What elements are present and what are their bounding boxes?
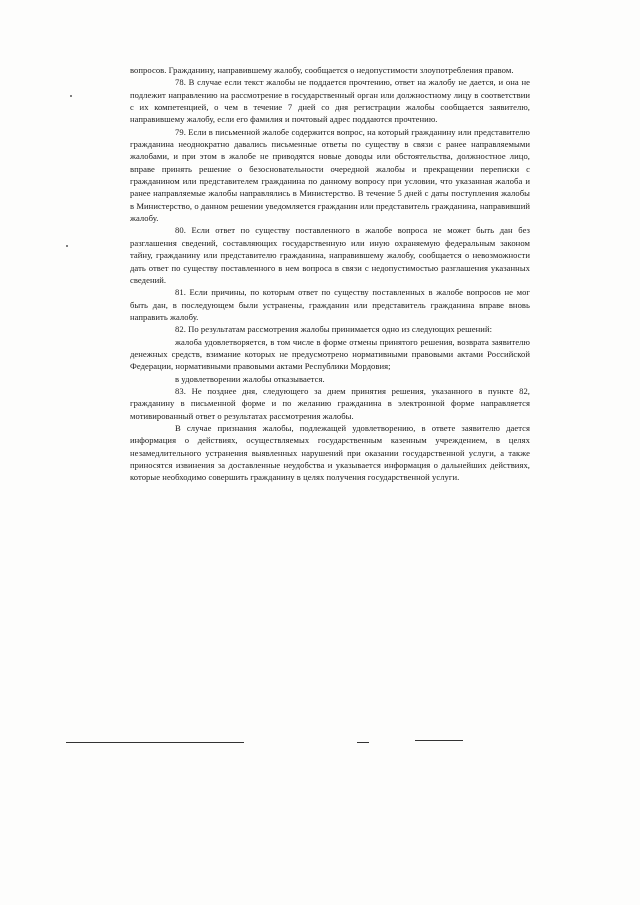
paragraph-81: 81. Если причины, по которым ответ по существу поставленных в жалобе вопросов не мог быть дан, в последующем были устранены, гражданин или представитель гражданина вправе вновь направить жалобу.	[130, 287, 530, 322]
paragraph-79: 79. Если в письменной жалобе содержится вопрос, на который гражданину или представителю гражданина неоднократно давались письменные ответы по существу в связи с ранее направляемыми жалобами, и при этом в жалобе не приводятся новые доводы или обстоятельства, должностное лицо, вправе принять решение о безосновательности очередной жалобы и прекращении переписки с гражданином или представителем гражданина по данному вопросу при условии, что указанная жалоба и ранее направляемые жалобы направлялись в Министерство. В течение 5 дней с даты поступления жалобы в Министерство, о данном решении уведомляется гражданин или представитель гражданина, направивший жалобу.	[130, 126, 530, 224]
paragraph-apology: В случае признания жалобы, подлежащей удовлетворению, в ответе заявителю дается информация о действиях, осуществляемых государственным казенным учреждением, в целях незамедлительного устранения выявленных нарушений при оказании государственной услуги, а также приносятся извинения за доставленные неудобства и указывается информация о дальнейших действиях, которые необходимо совершить гражданину в целях получения государственной услуги.	[130, 422, 530, 483]
paragraph-82: 82. По результатам рассмотрения жалобы принимается одно из следующих решений:	[175, 324, 493, 335]
scan-speck	[66, 245, 68, 247]
closing-rule-left	[66, 742, 244, 743]
closing-rule-right	[415, 740, 463, 741]
paragraph-80: 80. Если ответ по существу поставленного в жалобе вопроса не может быть дан без разглашения сведений, составляющих государственную или иную охраняемую федеральным законом тайну, гражданину или представителю гражданина, направившему жалобу, сообщается о невозможности дать ответ по существу поставленного в нем вопроса в связи с недопустимостью разглашения указанных сведений.	[130, 225, 530, 285]
document-body	[130, 64, 530, 484]
scan-speck	[70, 95, 72, 97]
paragraph-82-option-a: жалоба удовлетворяется, в том числе в форме отмены принятого решения, возврата заявителю денежных средств, взимание которых не предусмотрено нормативными правовыми актами Российской Федерации, нормативными правовыми актами Республики Мордовия;	[130, 336, 530, 372]
paragraph-83: 83. Не позднее дня, следующего за днем принятия решения, указанного в пункте 82, гражданину в письменной форме и по желанию гражданина в электронной форме направляется мотивированный ответ о результатах рассмотрения жалобы.	[130, 385, 530, 421]
paragraph-78: 78. В случае если текст жалобы не поддается прочтению, ответ на жалобу не дается, и она не подлежит направлению на рассмотрение в государственный орган или должностному лицу в соответствии с их компетенцией, о чем в течение 7 дней со дня регистрации жалобы сообщается заявителю, направившему жалобу, если его фамилия и почтовый адрес поддаются прочтению.	[130, 77, 530, 125]
paragraph-82-option-b: в удовлетворении жалобы отказывается.	[175, 373, 325, 384]
closing-rule-middle	[357, 742, 369, 743]
paragraph-continuation: вопросов. Гражданину, направившему жалобу, сообщается о недопустимости злоупотребления правом.	[130, 65, 514, 75]
